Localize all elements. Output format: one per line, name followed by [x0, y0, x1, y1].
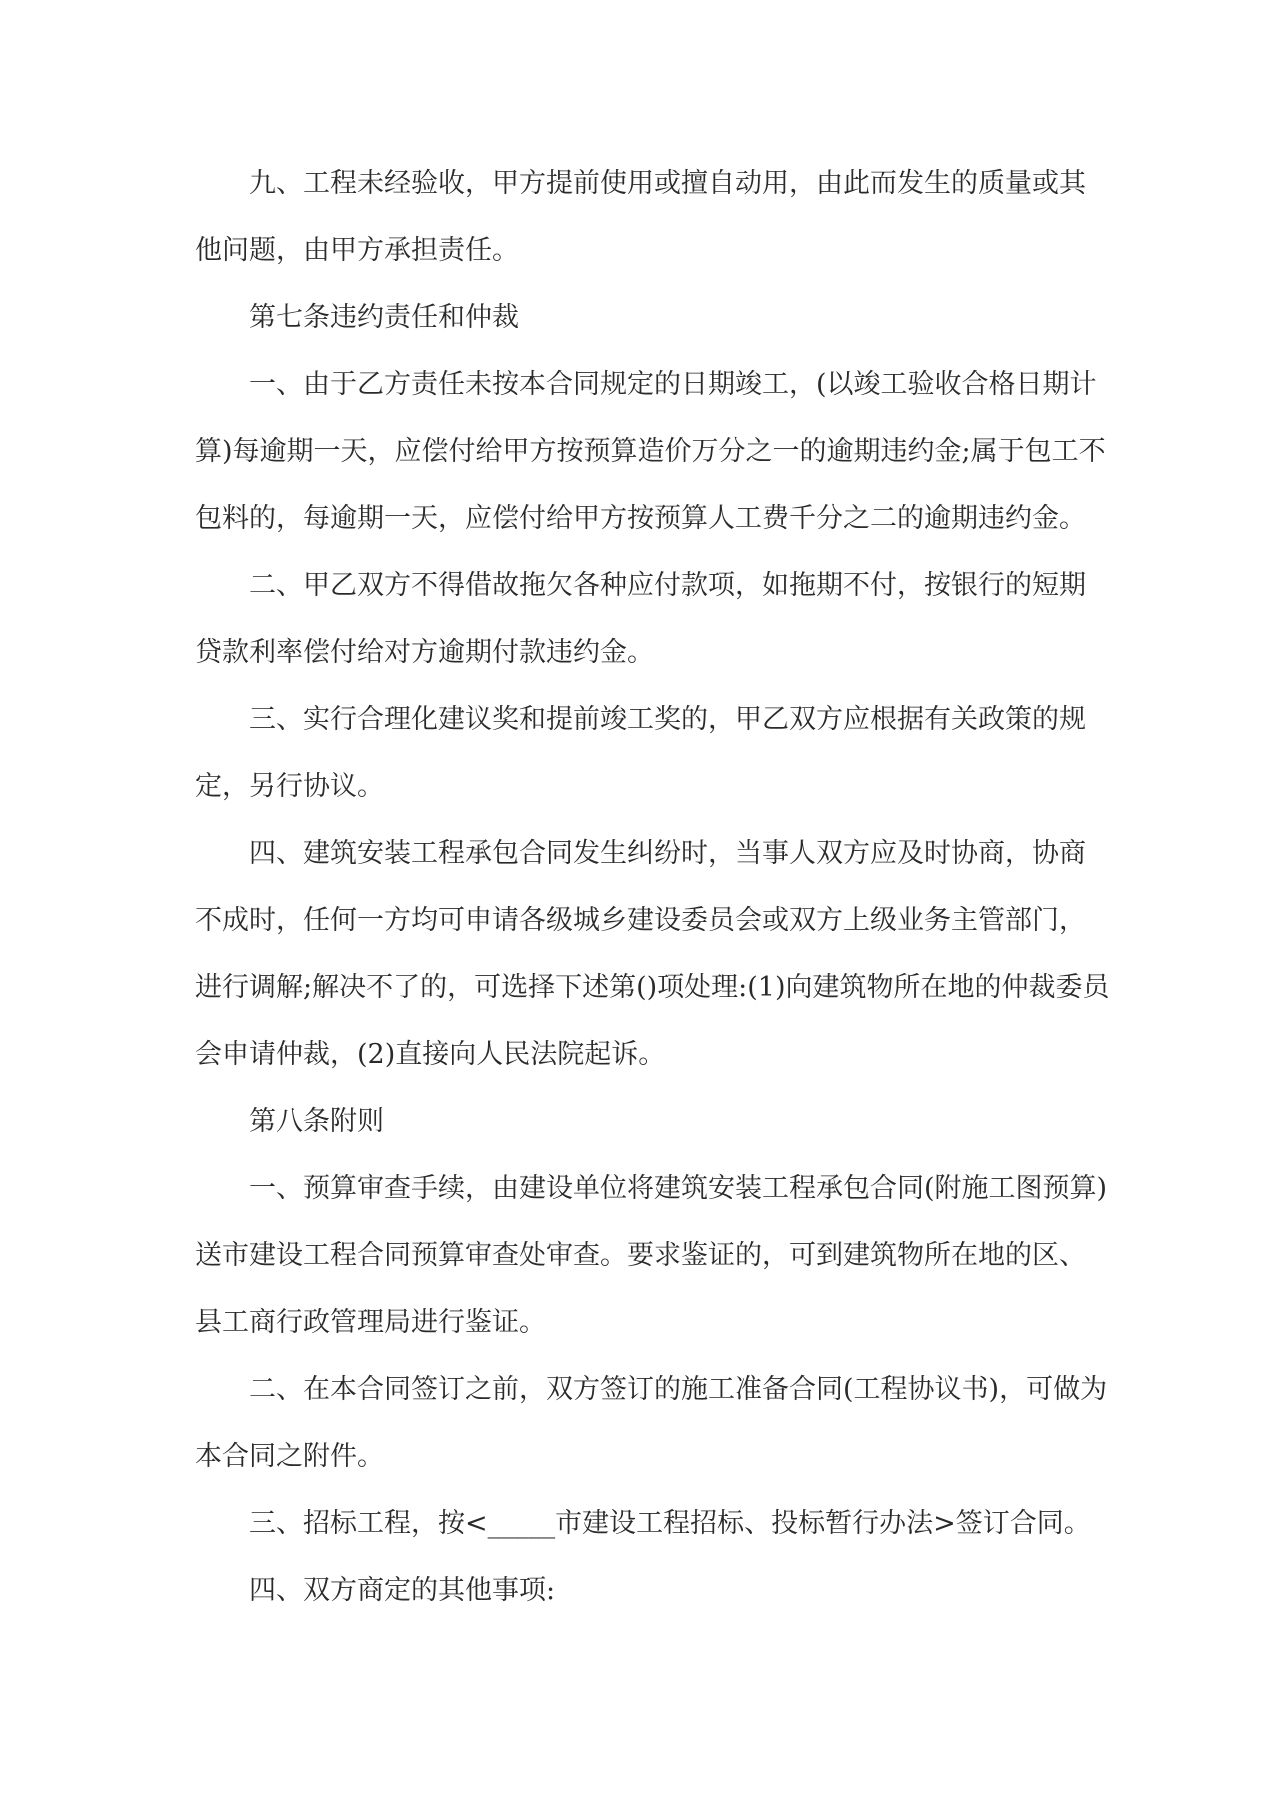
- section-heading: 第七条违约责任和仲裁: [249, 302, 519, 333]
- paragraph-line: 一、由于乙方责任未按本合同规定的日期竣工，(以竣工验收合格日期计: [249, 369, 1097, 400]
- paragraph-line: 包料的，每逾期一天，应偿付给甲方按预算人工费千分之二的逾期违约金。: [195, 503, 1086, 534]
- paragraph-line: 贷款利率偿付给对方逾期付款违约金。: [195, 637, 654, 668]
- paragraph-line: 不成时，任何一方均可申请各级城乡建设委员会或双方上级业务主管部门，: [195, 905, 1086, 936]
- paragraph-line: 会申请仲裁，(2)直接向人民法院起诉。: [195, 1039, 666, 1070]
- paragraph-line: 定，另行协议。: [195, 771, 384, 802]
- paragraph-line: 四、建筑安装工程承包合同发生纠纷时，当事人双方应及时协商，协商: [249, 838, 1086, 869]
- paragraph-line: 本合同之附件。: [195, 1441, 384, 1472]
- paragraph-line: 二、甲乙双方不得借故拖欠各种应付款项，如拖期不付，按银行的短期: [249, 570, 1086, 601]
- paragraph-line: 算)每逾期一天，应偿付给甲方按预算造价万分之一的逾期违约金;属于包工不: [195, 436, 1106, 467]
- paragraph-line: 他问题，由甲方承担责任。: [195, 235, 519, 266]
- paragraph-line: 三、招标工程，按<_____市建设工程招标、投标暂行办法>签订合同。: [249, 1508, 1091, 1539]
- paragraph-line: 县工商行政管理局进行鉴证。: [195, 1307, 546, 1338]
- paragraph-line: 四、双方商定的其他事项:: [249, 1575, 556, 1606]
- paragraph-line: 九、工程未经验收，甲方提前使用或擅自动用，由此而发生的质量或其: [249, 168, 1086, 199]
- paragraph-line: 一、预算审查手续，由建设单位将建筑安装工程承包合同(附施工图预算): [249, 1173, 1108, 1204]
- document-body: [195, 164, 1110, 1638]
- paragraph-line: 进行调解;解决不了的，可选择下述第()项处理:(1)向建筑物所在地的仲裁委员: [195, 972, 1110, 1003]
- section-heading: 第八条附则: [249, 1106, 384, 1137]
- paragraph-line: 送市建设工程合同预算审查处审查。要求鉴证的，可到建筑物所在地的区、: [195, 1240, 1086, 1271]
- paragraph-line: 三、实行合理化建议奖和提前竣工奖的，甲乙双方应根据有关政策的规: [249, 704, 1086, 735]
- paragraph-line: 二、在本合同签订之前，双方签订的施工准备合同(工程协议书)，可做为: [249, 1374, 1108, 1405]
